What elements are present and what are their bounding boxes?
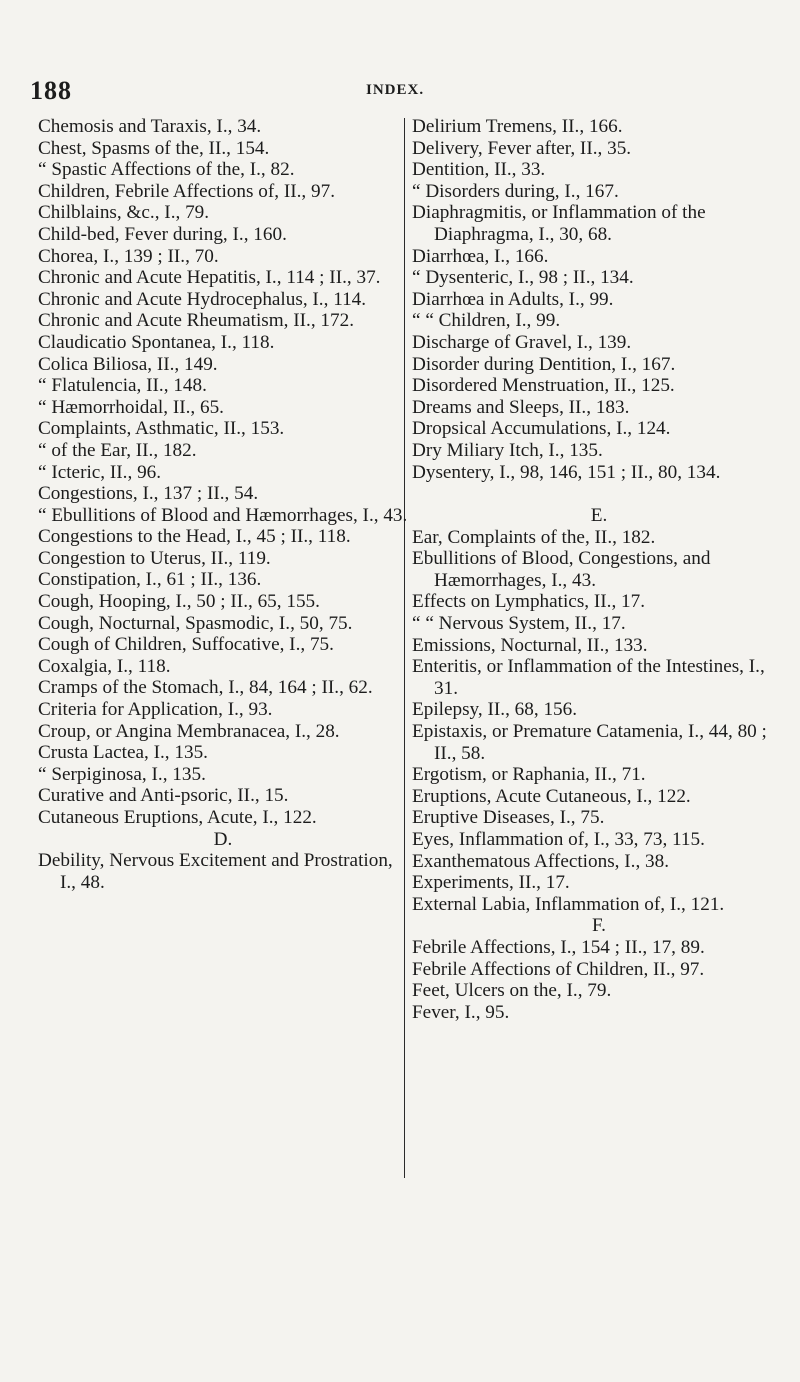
index-entry: Constipation, I., 61 ; II., 136. [38,569,262,591]
index-entry: “ “ Nervous System, II., 17. [412,613,626,635]
index-entry: Delirium Tremens, II., 166. [412,116,623,137]
index-entry: Epilepsy, II., 68, 156. [412,699,578,721]
index-entry: Chorea, I., 139 ; II., 70. [38,245,219,267]
running-head-title: INDEX. [366,82,425,98]
index-entry: “ Ebullitions of Blood and Hæmorrhages, I., 43. [38,504,408,526]
index-entry: Exanthematous Affections, I., 38. [412,850,670,872]
index-entry: “ Spastic Affections of the, I., 82. [38,159,295,181]
index-entry: “ Icteric, II., 96. [38,461,162,483]
index-entry: Complaints, Asthmatic, II., 153. [38,418,285,440]
index-entry: Chemosis and Taraxis, I., 34. [38,116,262,137]
index-entry: Discharge of Gravel, I., 139. [412,331,632,353]
index-entry: “ Disorders during, I., 167. [412,180,619,202]
index-entry: Enteritis, or Inflammation of the Intestines, I., 31. [412,656,765,699]
index-entry: Febrile Affections, I., 154 ; II., 17, 89. [412,936,705,958]
index-entry: Congestion to Uterus, II., 119. [38,547,271,569]
index-entry: Chronic and Acute Rheumatism, II., 172. [38,310,355,332]
index-entry: Congestions, I., 137 ; II., 54. [38,483,259,505]
index-entry: Curative and Anti-psoric, II., 15. [38,785,289,807]
section-letter-e: E. [590,505,608,527]
index-entry: External Labia, Inflammation of, I., 121. [412,893,725,915]
index-entry: Cough, Nocturnal, Spasmodic, I., 50, 75. [38,612,353,634]
index-entry: Chronic and Acute Hepatitis, I., 114 ; II., 37. [38,267,381,289]
index-entry: Feet, Ulcers on the, I., 79. [412,980,612,1002]
index-entry: Disordered Menstruation, II., 125. [412,375,675,397]
index-entry: Dry Miliary Itch, I., 135. [412,439,603,461]
index-entry: “ Serpiginosa, I., 135. [38,763,206,785]
index-entry: Emissions, Nocturnal, II., 133. [412,634,648,656]
index-entry: Coxalgia, I., 118. [38,655,171,677]
index-entry: Croup, or Angina Membranacea, I., 28. [38,720,340,742]
index-entry: Cutaneous Eruptions, Acute, I., 122. [38,807,317,828]
index-entry: Ear, Complaints of the, II., 182. [412,526,656,548]
index-entry: Febrile Affections of Children, II., 97. [412,958,705,980]
index-entry: “ Flatulencia, II., 148. [38,375,207,397]
index-entry: Experiments, II., 17. [412,872,570,894]
index-entry: Cramps of the Stomach, I., 84, 164 ; II., 62. [38,677,373,699]
index-entry: Claudicatio Spontanea, I., 118. [38,331,275,353]
index-entry: Chronic and Acute Hydrocephalus, I., 114. [38,288,367,310]
index-entry: Dentition, II., 33. [412,159,546,181]
index-entry: Dreams and Sleeps, II., 183. [412,396,630,418]
index-entry: Cough, Hooping, I., 50 ; II., 65, 155. [38,591,320,613]
page-number: 188 [30,76,72,105]
index-entry: Congestions to the Head, I., 45 ; II., 118. [38,526,351,548]
index-entry: Chilblains, &c., I., 79. [38,202,210,224]
index-entry: Diarrhœa in Adults, I., 99. [412,288,614,310]
index-entry: Delivery, Fever after, II., 35. [412,137,632,159]
right-column [412,116,786,1023]
index-entry: Epistaxis, or Premature Catamenia, I., 44, 80 ; II., 58. [412,721,767,764]
index-entry: Cough of Children, Suffocative, I., 75. [38,634,334,656]
index-entry: Debility, Nervous Excitement and Prostration, I., 48. [38,850,393,893]
index-entry: Dropsical Accumulations, I., 124. [412,418,671,440]
index-entry: Eruptive Diseases, I., 75. [412,807,605,829]
index-entry: Disorder during Dentition, I., 167. [412,353,676,375]
index-entry: Eruptions, Acute Cutaneous, I., 122. [412,785,691,807]
page-header [0,76,800,106]
index-entry: Dysentery, I., 98, 146, 151 ; II., 80, 134. [412,461,721,483]
index-entry: Fever, I., 95. [412,1001,510,1023]
left-column [38,116,408,893]
index-entry: “ “ Children, I., 99. [412,310,561,332]
index-entry: Colica Biliosa, II., 149. [38,353,218,375]
index-entry: Diarrhœa, I., 166. [412,245,549,267]
index-entry: Diaphragmitis, or Inflammation of the Diaphragma, I., 30, 68. [412,202,706,245]
index-entry: Criteria for Application, I., 93. [38,699,273,721]
index-entry: Effects on Lymphatics, II., 17. [412,591,646,613]
section-letter-f: F. [592,915,606,937]
index-entry: “ Dysenteric, I., 98 ; II., 134. [412,267,634,289]
index-entry: “ of the Ear, II., 182. [38,439,197,461]
index-entry: Chest, Spasms of the, II., 154. [38,137,270,159]
index-entry: “ Hæmorrhoidal, II., 65. [38,396,224,418]
index-entry: Ebullitions of Blood, Congestions, and Hæmorrhages, I., 43. [412,548,711,591]
index-entry: Children, Febrile Affections of, II., 97. [38,180,335,202]
index-entry: Crusta Lactea, I., 135. [38,742,208,764]
index-entry: Eyes, Inflammation of, I., 33, 73, 115. [412,829,705,850]
index-entry: Ergotism, or Raphania, II., 71. [412,764,646,786]
index-entry: Child-bed, Fever during, I., 160. [38,223,287,245]
section-letter-d: D. [213,828,233,850]
